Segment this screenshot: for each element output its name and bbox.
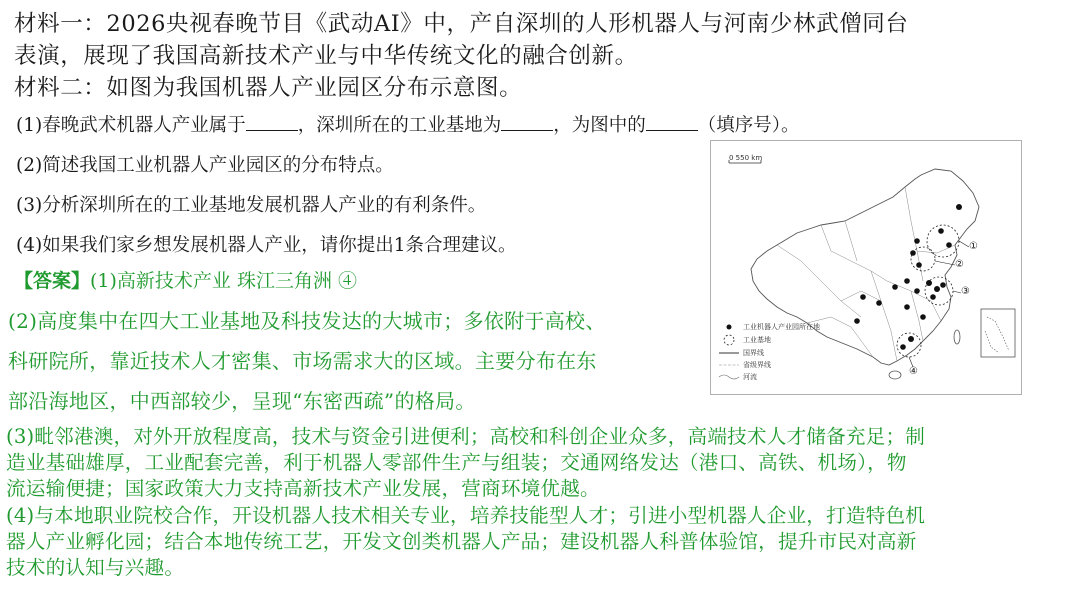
question-1 [16,111,800,137]
scale-label: 0 550 km [729,154,763,162]
legend-river-line [719,375,739,379]
park-dot [920,314,926,320]
hainan-island [889,371,901,379]
park-dot [900,344,906,350]
question-4: (4)如果我们家乡想发展机器人产业，请你提出1条合理建议。 [16,235,517,256]
blank-3 [646,112,698,131]
legend-park-dot [727,325,732,330]
park-dot [926,280,932,286]
park-dot [914,238,920,244]
park-dot [908,336,914,342]
answer-3-line-2: 造业基础雄厚，工业配套完善，利于机器人零部件生产与组装；交通网络发达（港口、高铁、机场），物 [6,451,907,474]
park-dot [892,284,898,290]
park-dot [940,282,946,288]
park-dot [938,228,944,234]
answer-4-line-2: 器人产业孵化园；结合本地传统工艺，开发文创类机器人产品；建设机器人科普体验馆，提升市民对高新 [6,530,917,553]
legend-border-label: 国界线 [743,349,764,357]
answer-1 [14,266,357,293]
park-dot [916,262,922,268]
park-dot [904,278,910,284]
legend-base-circle [724,335,734,345]
taiwan-island [954,330,960,344]
china-outline [751,169,979,365]
park-dot [910,250,916,256]
park-dot [904,304,910,310]
answer-4-line-3: 技术的认知与兴趣。 [6,556,185,579]
park-dot [946,242,952,248]
robot-park-dots [854,204,962,350]
answer-2-line-1: (2)高度集中在四大工业基地及科技发达的大城市；多依附于高校、 [8,309,606,333]
marker-3: ③ [961,286,970,297]
answer-2-line-3: 部沿海地区，中西部较少，呈现“东密西疏”的格局。 [8,389,476,413]
marker-1: ① [969,241,978,252]
legend-river-label: 河流 [743,373,757,381]
park-dot [914,288,920,294]
park-dot [934,286,940,292]
park-dot [876,300,882,306]
answer-tag: 【答案】 [14,270,91,292]
material-1-line-2: 表演，展现了我国高新技术产业与中华传统文化的融合创新。 [14,43,638,69]
question-2: (2)简述我国工业机器人产业园区的分布特点。 [16,155,394,176]
blank-1 [246,112,298,131]
park-dot [854,318,860,324]
legend-base-label: 工业基地 [743,336,771,344]
material-1-line-1: 材料一：2026央视春晚节目《武动AI》中，产自深圳的人形机器人与河南少林武僧同台 [14,11,909,37]
answer-3-line-3: 流运输便捷；国家政策大力支持高新技术产业发展，营商环境优越。 [6,477,600,500]
material-2: 材料二：如图为我国机器人产业园区分布示意图。 [14,75,523,101]
park-dot [956,204,962,210]
question-1-part-c: ，为图中的 [553,115,646,136]
answer-1-text: (1)高新技术产业 珠江三角洲 ④ [90,270,358,292]
province-borders [777,187,955,361]
question-1-part-a: (1)春晚武术机器人产业属于 [16,115,246,136]
question-1-part-d: （填序号）。 [697,115,800,136]
blank-2 [501,112,553,131]
south-sea-inset [981,309,1015,357]
legend-park-label: 工业机器人产业园所在地 [743,323,820,331]
answer-2-line-2: 科研院所，靠近技术人才密集、市场需求大的区域。主要分布在东 [8,349,597,373]
question-1-part-b: ，深圳所在的工业基地为 [297,115,502,136]
marker-2: ② [955,259,964,270]
robot-park-map [710,140,1022,395]
park-dot [860,294,866,300]
park-dot [930,294,936,300]
question-3: (3)分析深圳所在的工业基地发展机器人产业的有利条件。 [16,195,487,216]
base-circle-2 [911,247,935,271]
marker-4: ④ [909,366,918,377]
legend-province-label: 省级界线 [743,361,771,369]
answer-3-line-1: (3)毗邻港澳，对外开放程度高，技术与资金引进便利；高校和科创企业众多，高端技术人才储备充足；制 [6,425,926,448]
answer-4-line-1: (4)与本地职业院校合作，开设机器人技术相关专业，培养技能型人才；引进小型机器人企业，打造特色机 [6,504,926,527]
